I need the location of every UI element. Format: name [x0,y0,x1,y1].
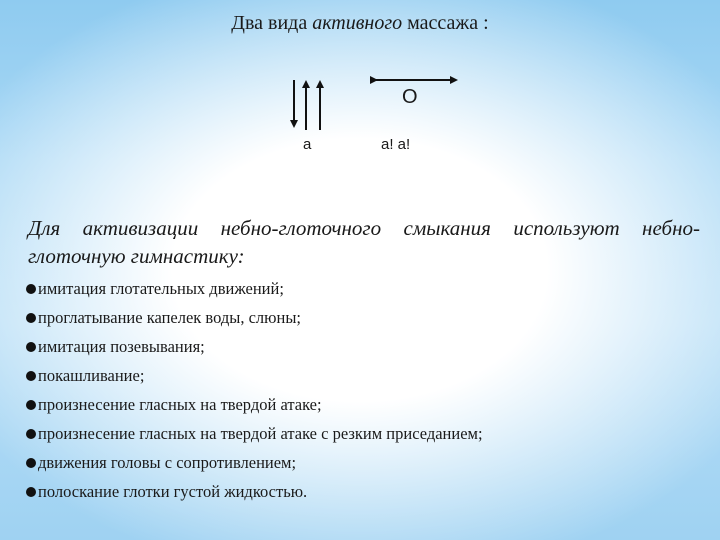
bullet-icon [26,313,36,323]
diagram-right-label: а! а! [381,136,411,153]
list-item: имитация позевывания; [26,332,706,361]
circle-symbol: О [402,86,418,108]
diagram-left-label: а [303,136,312,153]
list-item: произнесение гласных на твердой атаке с резким приседанием; [26,419,706,448]
bullet-icon [26,371,36,381]
slide-title [0,10,720,36]
title-emphasis: активного [312,12,403,34]
bullet-icon [26,458,36,468]
list-item: произнесение гласных на твердой атаке; [26,390,706,419]
list-item: движения головы с сопротивлением; [26,448,706,477]
bullet-icon [26,400,36,410]
list-item: имитация глотательных движений; [26,274,706,303]
exercise-list [26,274,706,506]
title-prefix: Два вида [231,12,313,34]
bullet-icon [26,342,36,352]
title-suffix: массажа : [402,12,489,34]
massage-diagram [280,70,480,165]
bullet-icon [26,284,36,294]
bullet-icon [26,487,36,497]
bullet-icon [26,429,36,439]
list-item: проглатывание капелек воды, слюны; [26,303,706,332]
list-item: покашливание; [26,361,706,390]
lead-paragraph: Для активизации небно-глоточного смыкания используют небно-глоточную гимнастику: [28,216,700,268]
list-item: полоскание глотки густой жидкостью. [26,477,706,506]
